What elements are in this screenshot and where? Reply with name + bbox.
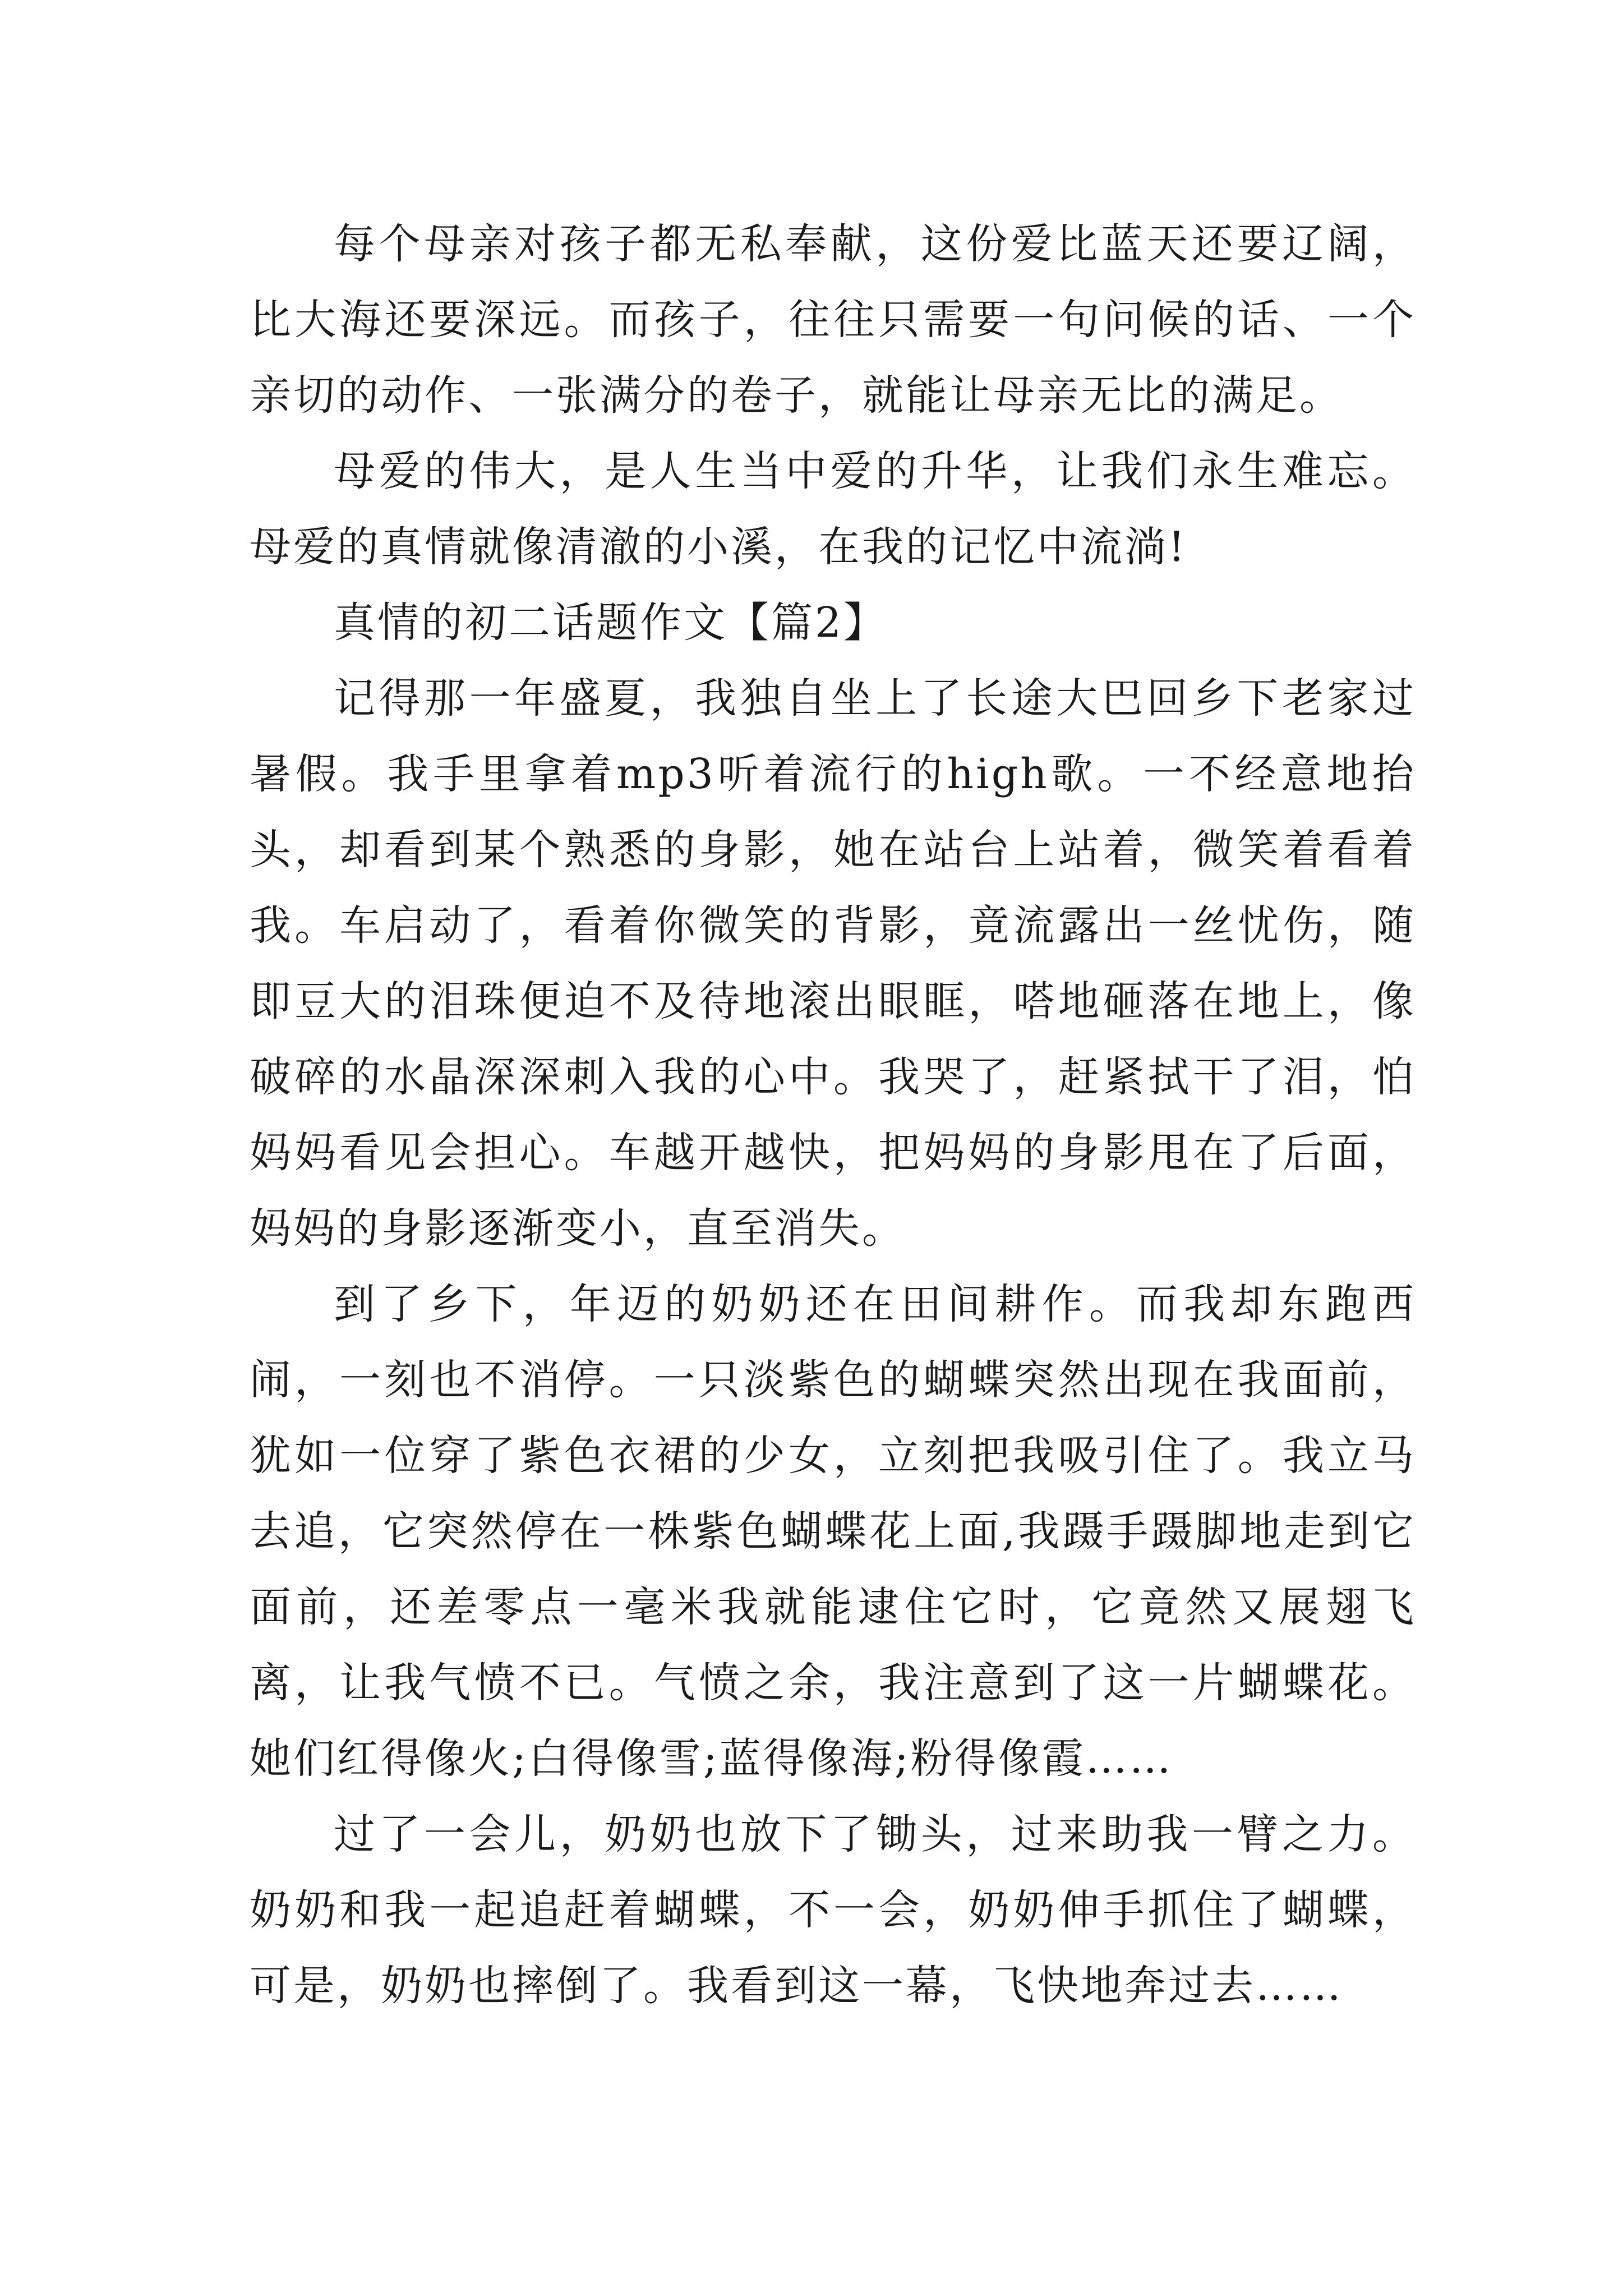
paragraph-2: 母爱的伟大，是人生当中爱的升华，让我们永生难忘。母爱的真情就像清澈的小溪，在我的记忆中流淌!	[250, 447, 1416, 571]
paragraph-1: 每个母亲对孩子都无私奉献，这份爱比蓝天还要辽阔，比大海还要深远。而孩子，往往只需要一句问候的话、一个亲切的动作、一张满分的卷子，就能让母亲无比的满足。	[250, 220, 1416, 420]
paragraph-3: 记得那一年盛夏，我独自坐上了长途大巴回乡下老家过暑假。我手里拿着mp3听着流行的high歌。一不经意地抬头，却看到某个熟悉的身影，她在站台上站着，微笑着看着我。车启动了，看着你微笑的背影，竟流露出一丝忧伤，随即豆大的泪珠便迫不及待地滚出眼眶，嗒地砸落在地上，像破碎的水晶深深刺入我的心中。我哭了，赶紧拭干了泪，怕妈妈看见会担心。车越开越快，把妈妈的身影甩在了后面，妈妈的身影逐渐变小，直至消失。	[250, 674, 1416, 1253]
section-heading: 真情的初二话题作文【篇2】	[334, 599, 888, 647]
document-body	[250, 206, 1416, 2024]
paragraph-5: 过了一会儿，奶奶也放下了锄头，过来助我一臂之力。奶奶和我一起追赶着蝴蝶，不一会，奶奶伸手抓住了蝴蝶，可是，奶奶也摔倒了。我看到这一幕，飞快地奔过去……	[250, 1810, 1416, 2010]
paragraph-4: 到了乡下，年迈的奶奶还在田间耕作。而我却东跑西闹，一刻也不消停。一只淡紫色的蝴蝶突然出现在我面前，犹如一位穿了紫色衣裙的少女，立刻把我吸引住了。我立马去追，它突然停在一株紫色蝴蝶花上面,我蹑手蹑脚地走到它面前，还差零点一毫米我就能逮住它时，它竟然又展翅飞离，让我气愤不已。气愤之余，我注意到了这一片蝴蝶花。她们红得像火;白得像雪;蓝得像海;粉得像霞……	[250, 1280, 1416, 1783]
